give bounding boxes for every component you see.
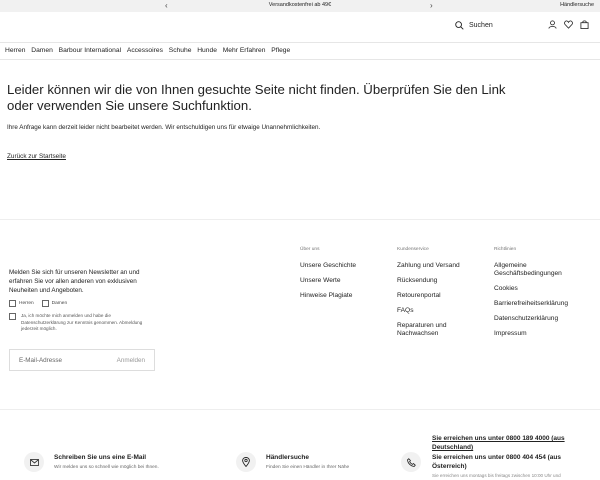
checkbox-damen[interactable] — [42, 300, 49, 307]
nav-item-pflege[interactable]: Pflege — [271, 47, 291, 54]
nav-item-hunde[interactable]: Hunde — [197, 47, 217, 54]
promo-prev-arrow[interactable]: ‹ — [165, 1, 168, 10]
phone-info — [432, 434, 597, 478]
footer-link[interactable]: Impressum — [494, 330, 527, 337]
promo-text: Versandkostenfrei ab 49€ — [268, 2, 332, 8]
footer-column-heading: Über uns — [300, 247, 320, 252]
footer-link[interactable]: Allgemeine Geschäftsbedingungen — [494, 262, 562, 277]
search-button[interactable] — [455, 21, 493, 30]
email-input[interactable]: E-Mail-Adresse — [19, 357, 63, 364]
footer-divider — [0, 219, 600, 220]
nav-item-barbour-international[interactable]: Barbour International — [58, 47, 122, 54]
gender-option-herren[interactable] — [9, 300, 34, 307]
footer-column-service — [397, 247, 477, 345]
main-navigation — [0, 42, 600, 60]
mail-icon — [24, 452, 44, 472]
gender-label-damen: Damen — [51, 301, 68, 306]
gender-option-damen[interactable] — [42, 300, 67, 307]
back-to-home-link[interactable]: Zurück zur Startseite — [7, 153, 66, 160]
footer-column-heading: Kundenservice — [397, 247, 429, 252]
page-subtitle: Ihre Anfrage kann derzeit leider nicht bearbeitet werden. Wir entschuldigen uns für etwaige Unannehmlichkeiten. — [7, 124, 321, 131]
newsletter-submit-button[interactable]: Anmelden — [116, 357, 145, 364]
nav-item-damen[interactable]: Damen — [31, 47, 53, 54]
phone-icon — [401, 452, 421, 472]
contact-email-title: Schreiben Sie uns eine E-Mail — [54, 454, 147, 461]
nav-item-herren[interactable]: Herren — [5, 47, 26, 54]
footer-link[interactable]: Zahlung und Versand — [397, 262, 460, 269]
footer-link[interactable]: FAQs — [397, 307, 414, 314]
newsletter-text: Melden Sie sich für unseren Newsletter an und erfahren Sie vor allen anderen von exklusiven Neuheiten und Angeboten. — [9, 269, 140, 294]
search-label: Suchen — [469, 22, 493, 29]
footer-link[interactable]: Cookies — [494, 285, 518, 292]
newsletter-form — [9, 349, 155, 371]
contact-dealer[interactable] — [236, 452, 349, 472]
promo-next-arrow[interactable]: › — [430, 1, 433, 10]
nav-item-accessoires[interactable]: Accessoires — [126, 47, 163, 54]
footer-link[interactable]: Barrierefreiheitserklärung — [494, 300, 569, 307]
contact-dealer-title: Händlersuche — [266, 454, 309, 461]
location-pin-icon — [236, 452, 256, 472]
checkbox-herren[interactable] — [9, 300, 16, 307]
consent-checkbox[interactable] — [9, 313, 16, 320]
contact-phone — [401, 452, 421, 472]
footer-link[interactable]: Unsere Werte — [300, 277, 341, 284]
page-title: Leider können wir die von Ihnen gesuchte Seite nicht finden. Überprüfen Sie den Link oder verwenden Sie unsere Suchfunktion. — [7, 82, 506, 113]
heart-icon[interactable] — [564, 20, 573, 29]
nav-item-mehr-erfahren[interactable]: Mehr Erfahren — [222, 47, 266, 54]
contact-dealer-subtitle: Finden Sie einen Händler in Ihrer Nähe — [266, 465, 350, 470]
footer-link[interactable]: Rücksendung — [397, 277, 438, 284]
footer-link[interactable]: Reparaturen und Nachwachsen — [397, 322, 447, 337]
phone-hours-text: Sie erreichen uns montags bis freitags zwischen 10:00 Uhr und — [432, 473, 561, 478]
gender-selector — [9, 300, 149, 307]
phone-austria-text: Sie erreichen uns unter 0800 404 454 (aus Österreich) — [432, 454, 561, 470]
promo-bar — [0, 0, 600, 12]
nav-item-schuhe[interactable]: Schuhe — [168, 47, 192, 54]
contact-email[interactable] — [24, 452, 159, 472]
gender-label-herren: Herren — [19, 301, 34, 306]
topbar-dealer-link[interactable]: Händlersuche — [560, 2, 594, 8]
search-icon — [455, 21, 464, 30]
footer-divider — [0, 409, 600, 410]
consent-text: Ja, ich möchte mich anmelden und habe die Datenschutzerklärung zur Kenntnis genommen. Abmeldung jederzeit möglich. — [21, 313, 143, 331]
account-icon[interactable] — [548, 20, 557, 29]
site-header — [0, 12, 600, 42]
footer-link[interactable]: Retourenportal — [397, 292, 441, 299]
contact-email-subtitle: Wir melden uns so schnell wie möglich bei Ihnen. — [54, 465, 159, 470]
footer-column-about — [300, 247, 380, 307]
footer-link[interactable]: Unsere Geschichte — [300, 262, 357, 269]
footer-link[interactable]: Datenschutzerklärung — [494, 315, 559, 322]
footer-column-heading: Richtlinien — [494, 247, 517, 252]
consent-row — [9, 313, 149, 333]
bag-icon[interactable] — [580, 20, 589, 29]
newsletter-section — [9, 268, 149, 333]
phone-germany-link[interactable]: Sie erreichen uns unter 0800 189 4000 (aus Deutschland) — [432, 435, 565, 451]
footer-link[interactable]: Hinweise Plagiate — [300, 292, 353, 299]
footer-column-policies — [494, 247, 594, 345]
